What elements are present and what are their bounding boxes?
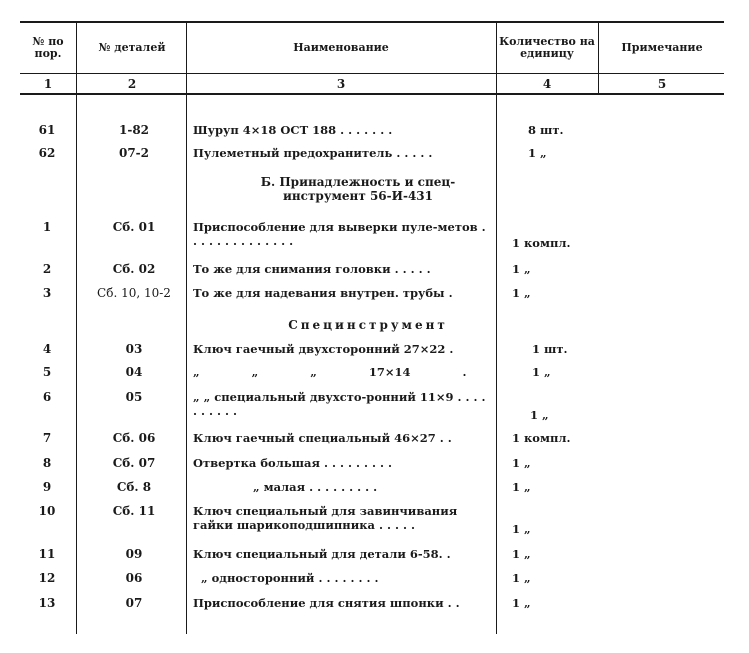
row-number: 11: [38, 547, 56, 561]
part-number: Сб. 07: [112, 456, 156, 470]
item-name: Приспособление для снятия шпонки . .: [193, 596, 460, 610]
item-name: Приспособление для выверки пуле-метов . . . . . . . . . . . . . .: [193, 220, 486, 248]
table-top-rule: [20, 21, 724, 23]
item-qty: 8 шт.: [528, 123, 564, 137]
col-divider-1: [76, 22, 77, 634]
part-number: Сб. 02: [112, 262, 156, 276]
column-number-1: 1: [43, 76, 53, 91]
row-number: 62: [38, 146, 56, 160]
item-qty: 1 „: [532, 365, 551, 379]
item-name: Отвертка большая . . . . . . . . .: [193, 456, 393, 470]
col-divider-3: [496, 22, 497, 634]
section-special-title: Специнструмент: [288, 318, 448, 332]
part-number: 05: [125, 390, 143, 404]
item-name: „ малая . . . . . . . . .: [253, 480, 378, 494]
header-col-part: № деталей: [98, 41, 166, 54]
item-qty: 1 „: [512, 262, 531, 276]
item-name: То же для снимания головки . . . . .: [193, 262, 431, 276]
row-number: 4: [42, 342, 52, 356]
header-bottom-rule: [20, 73, 724, 74]
row-number: 10: [38, 504, 56, 518]
item-name: Ключ гаечный специальный 46×27 . .: [193, 431, 452, 445]
item-name: „ односторонний . . . . . . . .: [201, 571, 379, 585]
column-number-3: 3: [336, 76, 346, 91]
column-number-5: 5: [657, 76, 667, 91]
part-number: 09: [125, 547, 143, 561]
item-qty: 1 „: [512, 522, 531, 536]
part-number: 07: [125, 596, 143, 610]
item-qty: 1 „: [512, 596, 531, 610]
row-number: 8: [42, 456, 52, 470]
item-name: Пулеметный предохранитель . . . . .: [193, 146, 433, 160]
item-qty: 1 компл.: [512, 236, 571, 250]
item-qty: 1 компл.: [512, 431, 571, 445]
part-number: 06: [125, 571, 143, 585]
item-name: Ключ специальный для завинчивания гайки шарикоподшипника . . . . .: [193, 504, 458, 532]
item-qty: 1 „: [530, 408, 549, 422]
item-name: „ „ специальный двухсто-ронний 11×9 . . . . . . . . . .: [193, 390, 486, 418]
row-number: 7: [42, 431, 52, 445]
part-number: Сб. 11: [112, 504, 156, 518]
part-number: 1-82: [118, 123, 150, 137]
item-name: Ключ специальный для детали 6-58. .: [193, 547, 451, 561]
item-name: Шуруп 4×18 ОСТ 188 . . . . . . .: [193, 123, 393, 137]
row-number: 2: [42, 262, 52, 276]
part-number: 03: [125, 342, 143, 356]
item-qty: 1 шт.: [532, 342, 568, 356]
part-number: Сб. 01: [112, 220, 156, 234]
item-qty: 1 „: [512, 456, 531, 470]
row-number: 61: [38, 123, 56, 137]
header-col-name: Наименование: [293, 41, 389, 54]
colnum-bottom-rule: [20, 93, 724, 95]
row-number: 9: [42, 480, 52, 494]
section-b-title: Б. Принадлежность и спец-инструмент 56-И-431: [260, 175, 456, 203]
row-number: 6: [42, 390, 52, 404]
col-divider-2: [186, 22, 187, 634]
header-col-number: № по пор.: [32, 35, 64, 60]
column-number-4: 4: [542, 76, 552, 91]
item-qty: 1 „: [528, 146, 547, 160]
row-number: 3: [42, 286, 52, 300]
column-number-2: 2: [127, 76, 137, 91]
item-qty: 1 „: [512, 547, 531, 561]
item-qty: 1 „: [512, 480, 531, 494]
item-qty: 1 „: [512, 286, 531, 300]
header-col-qty: Количество на единицу: [499, 35, 595, 60]
item-qty: 1 „: [512, 571, 531, 585]
row-number: 5: [42, 365, 52, 379]
col-divider-4: [598, 22, 599, 94]
item-name: „ „ „ 17×14 .: [193, 365, 467, 379]
row-number: 12: [38, 571, 56, 585]
item-name: То же для надевания внутрен. трубы .: [193, 286, 453, 300]
item-name: Ключ гаечный двухсторонний 27×22 .: [193, 342, 454, 356]
row-number: 13: [38, 596, 56, 610]
part-number: Сб. 06: [112, 431, 156, 445]
part-number: Сб. 10, 10-2: [97, 286, 171, 300]
part-number: 04: [125, 365, 143, 379]
row-number: 1: [42, 220, 52, 234]
header-col-note: Примечание: [621, 41, 703, 54]
part-number: Сб. 8: [116, 480, 152, 494]
part-number: 07-2: [118, 146, 150, 160]
